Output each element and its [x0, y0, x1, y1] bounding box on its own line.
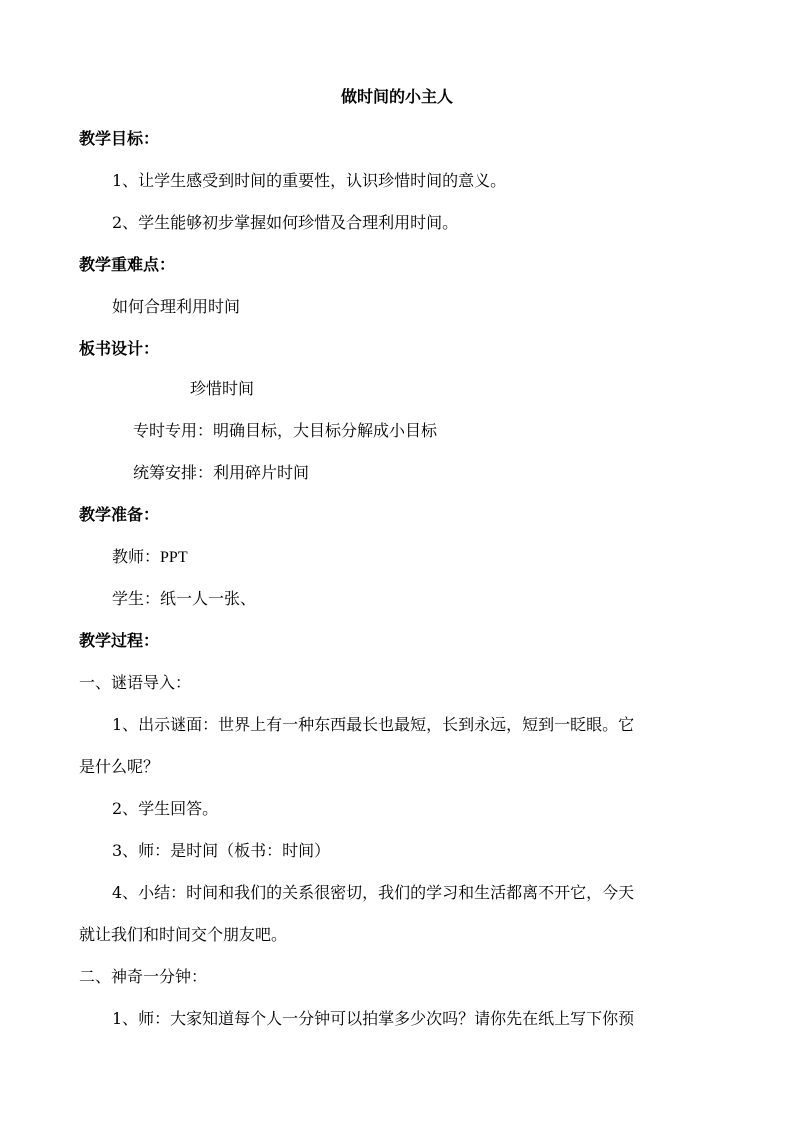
section2-heading: 二、神奇一分钟： — [79, 967, 208, 986]
section2-item1-line1: 1、师：大家知道每个人一分钟可以拍掌多少次吗？请你先在纸上写下你预 — [112, 1009, 635, 1028]
prep-teacher-value: PPT — [160, 549, 188, 566]
prep-teacher — [112, 546, 188, 569]
section1-item4-line2: 就让我们和时间交个朋友吧。 — [79, 925, 288, 944]
section1-item1-line1: 1、出示谜面：世界上有一种东西最长也最短，长到永远，短到一眨眼。它 — [112, 715, 635, 734]
prep-student: 学生：纸一人一张、 — [112, 589, 257, 608]
section1-item1-line2: 是什么呢？ — [79, 757, 160, 776]
board-heading: 板书设计： — [79, 339, 160, 358]
goals-heading: 教学目标： — [79, 129, 160, 148]
board-line-2: 统筹安排：利用碎片时间 — [133, 463, 310, 482]
prep-heading: 教学准备： — [79, 505, 160, 524]
document-title: 做时间的小主人 — [340, 87, 453, 106]
goal-item-1: 1、让学生感受到时间的重要性，认识珍惜时间的意义。 — [112, 171, 507, 190]
section1-item4-line1: 4、小结：时间和我们的关系很密切，我们的学习和生活都离不开它，今天 — [112, 883, 635, 902]
section1-item2: 2、学生回答。 — [112, 799, 219, 818]
process-heading: 教学过程： — [79, 631, 160, 650]
section1-item3: 3、师：是时间（板书：时间） — [112, 841, 331, 860]
goal-item-2: 2、学生能够初步掌握如何珍惜及合理利用时间。 — [112, 213, 459, 232]
prep-teacher-label: 教师： — [112, 547, 161, 566]
key-text: 如何合理利用时间 — [112, 297, 241, 316]
board-center: 珍惜时间 — [190, 379, 255, 398]
key-heading: 教学重难点： — [79, 255, 176, 274]
section1-heading: 一、谜语导入： — [79, 673, 192, 692]
board-line-1: 专时专用：明确目标，大目标分解成小目标 — [133, 421, 438, 440]
